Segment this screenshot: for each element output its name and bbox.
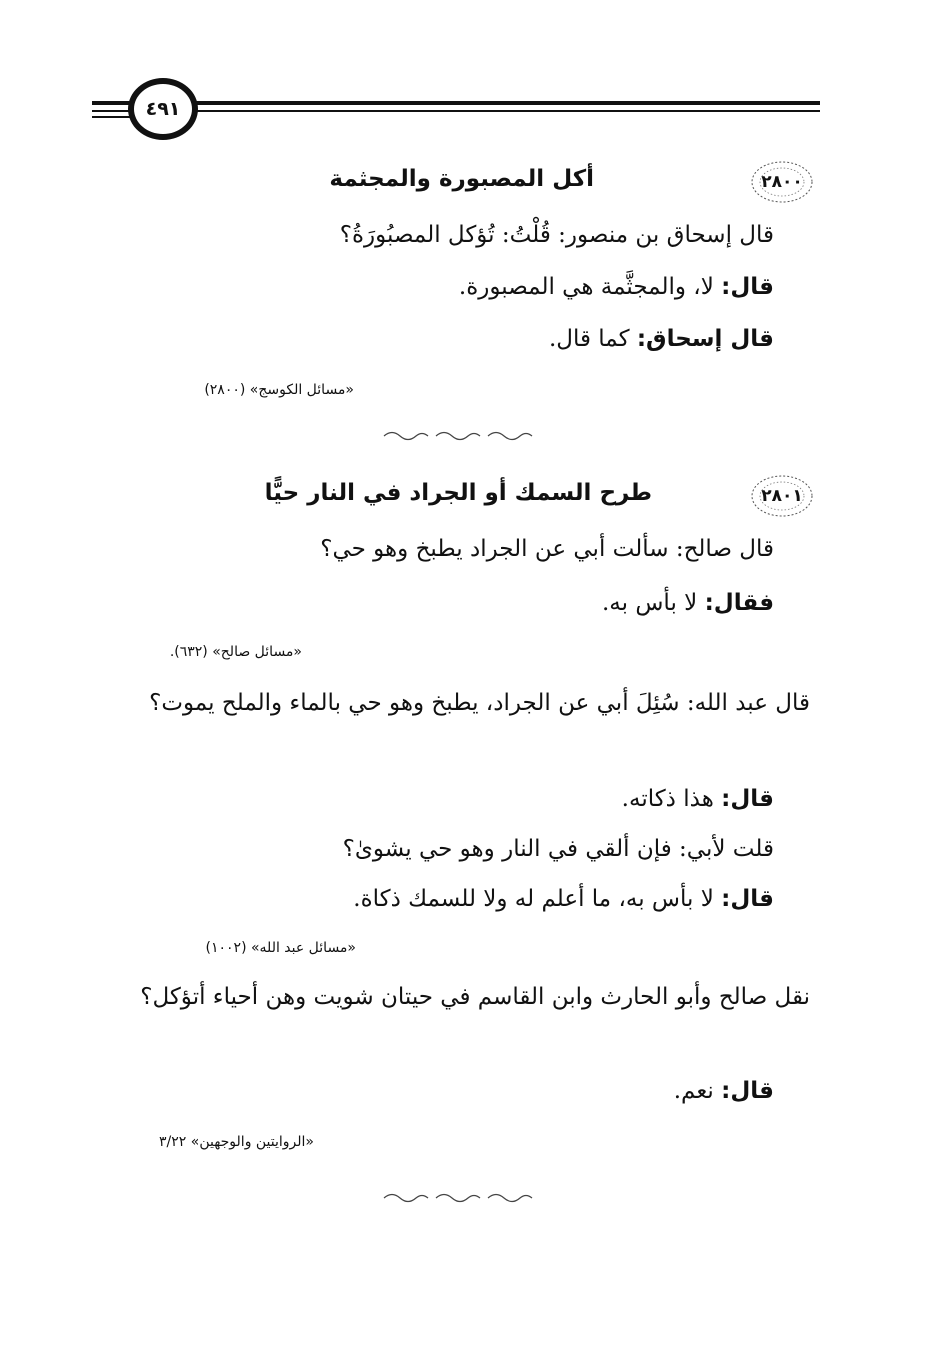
line-text: قال إسحاق بن منصور: قُلْتُ: تُؤكل المصبُورَةُ؟ bbox=[339, 222, 774, 248]
speaker-label: قال: bbox=[721, 1078, 774, 1104]
ornament-divider-icon bbox=[380, 429, 540, 443]
entry-title: طرح السمك أو الجراد في النار حيًّا bbox=[264, 480, 652, 506]
line-text: كما قال. bbox=[548, 326, 637, 352]
ornament-divider-icon bbox=[380, 1191, 540, 1205]
section-separator bbox=[380, 428, 540, 444]
entry-number: ٢٨٠٠ bbox=[761, 172, 803, 192]
text-line bbox=[549, 326, 774, 352]
paragraph: قال عبد الله: سُئِلَ أبي عن الجراد، يطبخ وهو حي بالماء والملح يموت؟ bbox=[149, 690, 810, 716]
entry-number: ٢٨٠١ bbox=[761, 486, 803, 506]
text-line bbox=[674, 1078, 774, 1104]
entry-number-badge bbox=[750, 474, 814, 518]
line-text: قلت لأبي: فإن ألقي في النار وهو حي يشوىٰ؟ bbox=[342, 836, 774, 862]
page-number: ٤٩١ bbox=[145, 98, 181, 120]
text-line bbox=[622, 786, 774, 812]
entry-title: أكل المصبورة والمجثمة bbox=[329, 166, 594, 192]
header-rule-thin bbox=[92, 110, 820, 112]
line-text: لا بأس به، ما أعلم له ولا للسمك ذكاة. bbox=[353, 886, 722, 912]
speaker-label: قال: bbox=[721, 786, 774, 812]
text-line bbox=[353, 886, 774, 912]
header-rule-thick bbox=[92, 101, 820, 105]
page-number-badge bbox=[128, 78, 198, 140]
source-citation: «مسائل صالح» (٦٣٢). bbox=[169, 644, 302, 660]
text-line bbox=[340, 222, 774, 248]
text-line bbox=[459, 274, 774, 300]
line-text: لا بأس به. bbox=[602, 590, 705, 616]
entry-number-badge bbox=[750, 160, 814, 204]
text-line bbox=[343, 836, 774, 862]
text-line bbox=[320, 536, 774, 562]
text-line bbox=[602, 590, 774, 616]
line-text: نعم. bbox=[673, 1078, 722, 1104]
header-rule-thin-2 bbox=[92, 116, 132, 118]
line-text: قال صالح: سألت أبي عن الجراد يطبخ وهو حي؟ bbox=[320, 536, 774, 562]
speaker-label: قال: bbox=[721, 886, 774, 912]
line-text: هذا ذكاته. bbox=[621, 786, 722, 812]
source-citation: «مسائل الكوسج» (٢٨٠٠) bbox=[204, 382, 354, 398]
speaker-label: قال إسحاق: bbox=[636, 326, 774, 352]
section-separator bbox=[380, 1190, 540, 1206]
source-citation: «مسائل عبد الله» (١٠٠٢) bbox=[205, 940, 356, 956]
source-citation: «الروايتين والوجهين» ٣/٢٢ bbox=[159, 1134, 314, 1150]
speaker-label: قال: bbox=[721, 274, 774, 300]
speaker-label: فقال: bbox=[704, 590, 774, 616]
line-text: لا، والمجثَّمة هي المصبورة. bbox=[458, 274, 722, 300]
paragraph: نقل صالح وأبو الحارث وابن القاسم في حيتان شويت وهن أحياء أتؤكل؟ bbox=[140, 984, 810, 1010]
